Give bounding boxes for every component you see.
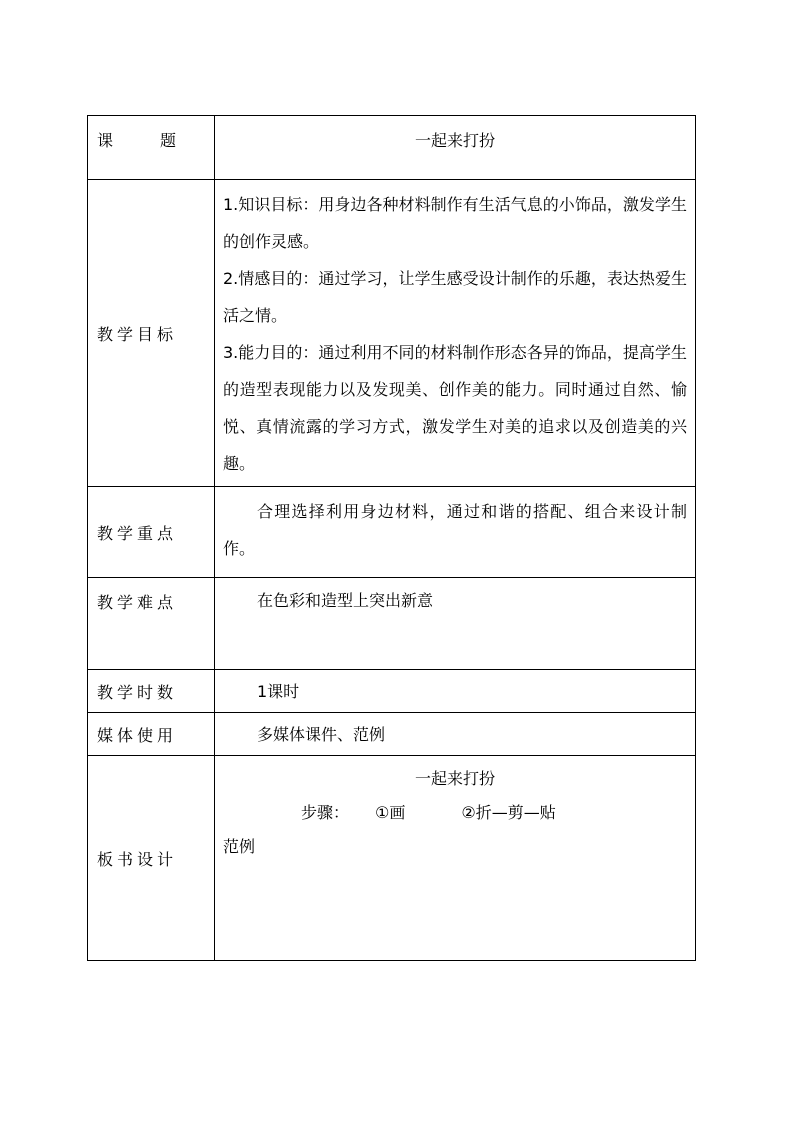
row-board [88,756,696,961]
row-hours [88,670,696,713]
label-board: 板书设计 [88,756,215,961]
board-title: 一起来打扮 [414,769,495,788]
label-difficulties: 教学难点 [88,578,215,670]
label-topic-char-1: 课 [97,131,114,150]
difficulties-content [215,578,696,670]
key-points-content [215,487,696,578]
media-text: 多媒体课件、范例 [257,724,386,744]
hours-text: 1课时 [257,681,300,701]
board-content [215,756,696,961]
label-objectives: 教学目标 [88,180,215,487]
label-topic-char-2: 题 [160,131,177,150]
lesson-plan-table [87,115,696,961]
hours-content [215,670,696,713]
board-example: 范例 [223,837,256,856]
label-hours: 教学时数 [88,670,215,713]
key-points-text: 合理选择利用身边材料，通过和谐的搭配、组合来设计制作。 [223,502,687,558]
label-key-points: 教学重点 [88,487,215,578]
label-media: 媒体使用 [88,713,215,756]
media-content [215,713,696,756]
step-1: ①画 [375,803,406,822]
row-objectives [88,180,696,487]
objectives-content [215,180,696,487]
objective-item-3: 3.能力目的：通过利用不同的材料制作形态各异的饰品，提高学生的造型表现能力以及发现美、创作美的能力。同时通过自然、愉悦、真情流露的学习方式，激发学生对美的追求以及创造美的兴趣。 [223,343,687,473]
steps-label: 步骤： [301,803,350,822]
label-topic [88,116,215,180]
objective-item-1: 1.知识目标：用身边各种材料制作有生活气息的小饰品，激发学生的创作灵感。 [223,195,687,251]
topic-value: 一起来打扮 [215,116,696,180]
row-difficulties [88,578,696,670]
board-steps [223,796,687,830]
row-topic [88,116,696,180]
step-2: ②折—剪—贴 [461,803,556,822]
row-media [88,713,696,756]
difficulties-text: 在色彩和造型上突出新意 [257,591,434,610]
objective-item-2: 2.情感目的：通过学习，让学生感受设计制作的乐趣，表达热爱生活之情。 [223,269,687,325]
row-key-points [88,487,696,578]
